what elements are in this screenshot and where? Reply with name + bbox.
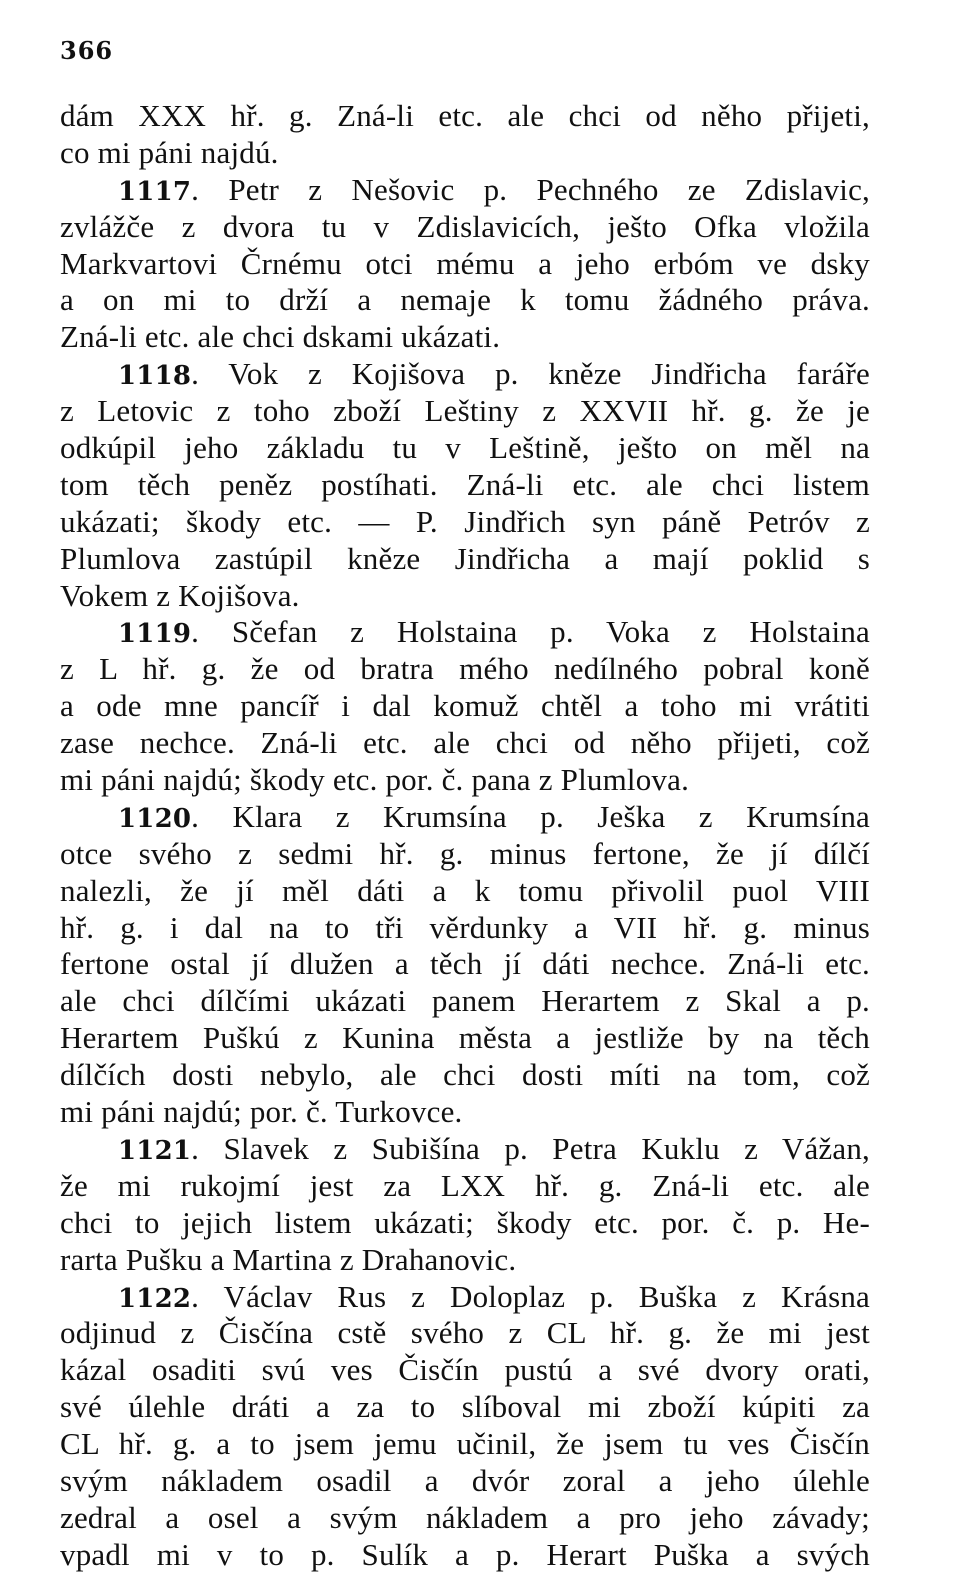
line-text: že mi rukojmí jest za LXX hř. g. Zná-li etc. ale xyxy=(60,1167,870,1203)
text-line xyxy=(60,504,870,541)
line-text: . Václav Rus z Doloplaz p. Buška z Krásna xyxy=(191,1278,870,1314)
text-line xyxy=(60,1463,870,1500)
line-text: co mi páni najdú. xyxy=(60,134,279,170)
line-text: ukázati; škody etc. — P. Jindřich syn páně Petróv z xyxy=(60,503,870,539)
text-line xyxy=(60,541,870,578)
line-text: kázal osaditi svú ves Čisčín pustú a své dvory orati, xyxy=(60,1352,870,1388)
text-line xyxy=(60,1057,870,1094)
entry-number: 1118 xyxy=(118,361,192,392)
line-text: odjinud z Čisčína cstě svého z CL hř. g. že mi jest xyxy=(60,1315,870,1351)
line-text: Plumlova zastúpil kněze Jindřicha a mají poklid s xyxy=(60,540,870,576)
line-text: zedral a osel a svým nákladem a pro jeho závady; xyxy=(60,1499,870,1535)
text-line xyxy=(60,762,870,799)
text-line xyxy=(60,1020,870,1057)
text-line xyxy=(60,1537,870,1574)
text-line xyxy=(60,1352,870,1389)
line-text: své úlehle dráti a za to slíboval mi zboží kúpiti za xyxy=(60,1389,870,1425)
line-text: z L hř. g. že od bratra mého nedílného pobral koně xyxy=(60,651,870,687)
line-text: chci to jejich listem ukázati; škody etc. por. č. p. He- xyxy=(60,1204,870,1240)
text-line xyxy=(60,135,870,172)
line-text: a on mi to drží a nemaje k tomu žádného práva. xyxy=(60,282,870,318)
text-line xyxy=(60,1389,870,1426)
line-text: . Petr z Nešovic p. Pechného ze Zdislavic, xyxy=(191,171,870,207)
line-text: Markvartovi Črnému otci mému a jeho erbóm ve dsky xyxy=(60,245,870,281)
text-line xyxy=(60,393,870,430)
line-text: mi páni najdú; škody etc. por. č. pana z Plumlova. xyxy=(60,762,690,798)
line-text: a ode mne pancíř i dal komuž chtěl a toho mi vrátiti xyxy=(60,688,870,724)
line-text: CL hř. g. a to jsem jemu učinil, že jsem tu ves Čisčín xyxy=(60,1426,870,1462)
text-line xyxy=(60,1315,870,1352)
text-line xyxy=(60,910,870,947)
text-line xyxy=(60,319,870,356)
text-line xyxy=(60,430,870,467)
text-line xyxy=(60,873,870,910)
entry-number: 1122 xyxy=(118,1283,192,1314)
text-line xyxy=(60,725,870,762)
text-line xyxy=(60,246,870,283)
line-text: . Klara z Krumsína p. Ješka z Krumsína xyxy=(191,798,870,834)
text-body xyxy=(60,98,870,1574)
text-line xyxy=(60,688,870,725)
line-text: nalezli, že jí měl dáti a k tomu přivolil puol VIII xyxy=(60,872,870,908)
line-text: ale chci dílčími ukázati panem Herartem z Skal a p. xyxy=(60,983,870,1019)
line-text: . Sčefan z Holstaina p. Voka z Holstaina xyxy=(191,614,870,650)
line-text: rarta Pušku a Martina z Drahanovic. xyxy=(60,1241,517,1277)
line-text: mi páni najdú; por. č. Turkovce. xyxy=(60,1094,463,1130)
line-text: Herartem Puškú z Kunina města a jestliže by na těch xyxy=(60,1020,870,1056)
entry-number: 1117 xyxy=(118,176,192,207)
line-text: otce svého z sedmi hř. g. minus fertone, že jí dílčí xyxy=(60,835,870,871)
text-line xyxy=(60,836,870,873)
entry-first-line xyxy=(60,356,870,393)
page-number: 366 xyxy=(60,36,114,65)
text-line xyxy=(60,282,870,319)
text-line xyxy=(60,98,870,135)
entry-first-line xyxy=(60,172,870,209)
line-text: dám XXX hř. g. Zná-li etc. ale chci od něho přijeti, xyxy=(60,98,870,133)
line-text: dílčích dosti nebylo, ale chci dosti míti na tom, což xyxy=(60,1057,870,1093)
line-text: tom těch peněz postíhati. Zná-li etc. ale chci listem xyxy=(60,466,870,502)
text-line xyxy=(60,1205,870,1242)
line-text: . Vok z Kojišova p. kněze Jindřicha faráře xyxy=(191,356,870,392)
text-line xyxy=(60,651,870,688)
line-text: Zná-li etc. ale chci dskami ukázati. xyxy=(60,319,501,355)
text-line xyxy=(60,209,870,246)
line-text: zase nechce. Zná-li etc. ale chci od něho přijeti, což xyxy=(60,725,870,761)
text-line xyxy=(60,578,870,615)
line-text: odkúpil jeho základu tu v Leštině, ješto on měl na xyxy=(60,430,870,466)
text-line xyxy=(60,946,870,983)
entry-first-line xyxy=(60,1279,870,1316)
entry-first-line xyxy=(60,614,870,651)
text-line xyxy=(60,1426,870,1463)
entry-number: 1121 xyxy=(118,1135,192,1166)
text-line xyxy=(60,1168,870,1205)
entry-number: 1120 xyxy=(118,803,192,834)
line-text: fertone ostal jí dlužen a těch jí dáti nechce. Zná-li etc. xyxy=(60,946,870,982)
text-line xyxy=(60,983,870,1020)
entry-first-line xyxy=(60,1131,870,1168)
line-text: hř. g. i dal na to tři věrdunky a VII hř. g. minus xyxy=(60,909,870,945)
line-text: zvlážče z dvora tu v Zdislavicích, ješto Ofka vložila xyxy=(60,208,870,244)
line-text: svým nákladem osadil a dvór zoral a jeho úlehle xyxy=(60,1462,870,1498)
text-line xyxy=(60,1242,870,1279)
text-line xyxy=(60,467,870,504)
text-line xyxy=(60,1500,870,1537)
line-text: Vokem z Kojišova. xyxy=(60,577,300,613)
entry-number: 1119 xyxy=(118,619,192,650)
line-text: z Letovic z toho zboží Leštiny z XXVII hř. g. že je xyxy=(60,393,870,429)
line-text: vpadl mi v to p. Sulík a p. Herart Puška a svých xyxy=(60,1536,870,1572)
line-text: . Slavek z Subišína p. Petra Kuklu z Vážan, xyxy=(191,1130,870,1166)
entry-first-line xyxy=(60,799,870,836)
text-line xyxy=(60,1094,870,1131)
